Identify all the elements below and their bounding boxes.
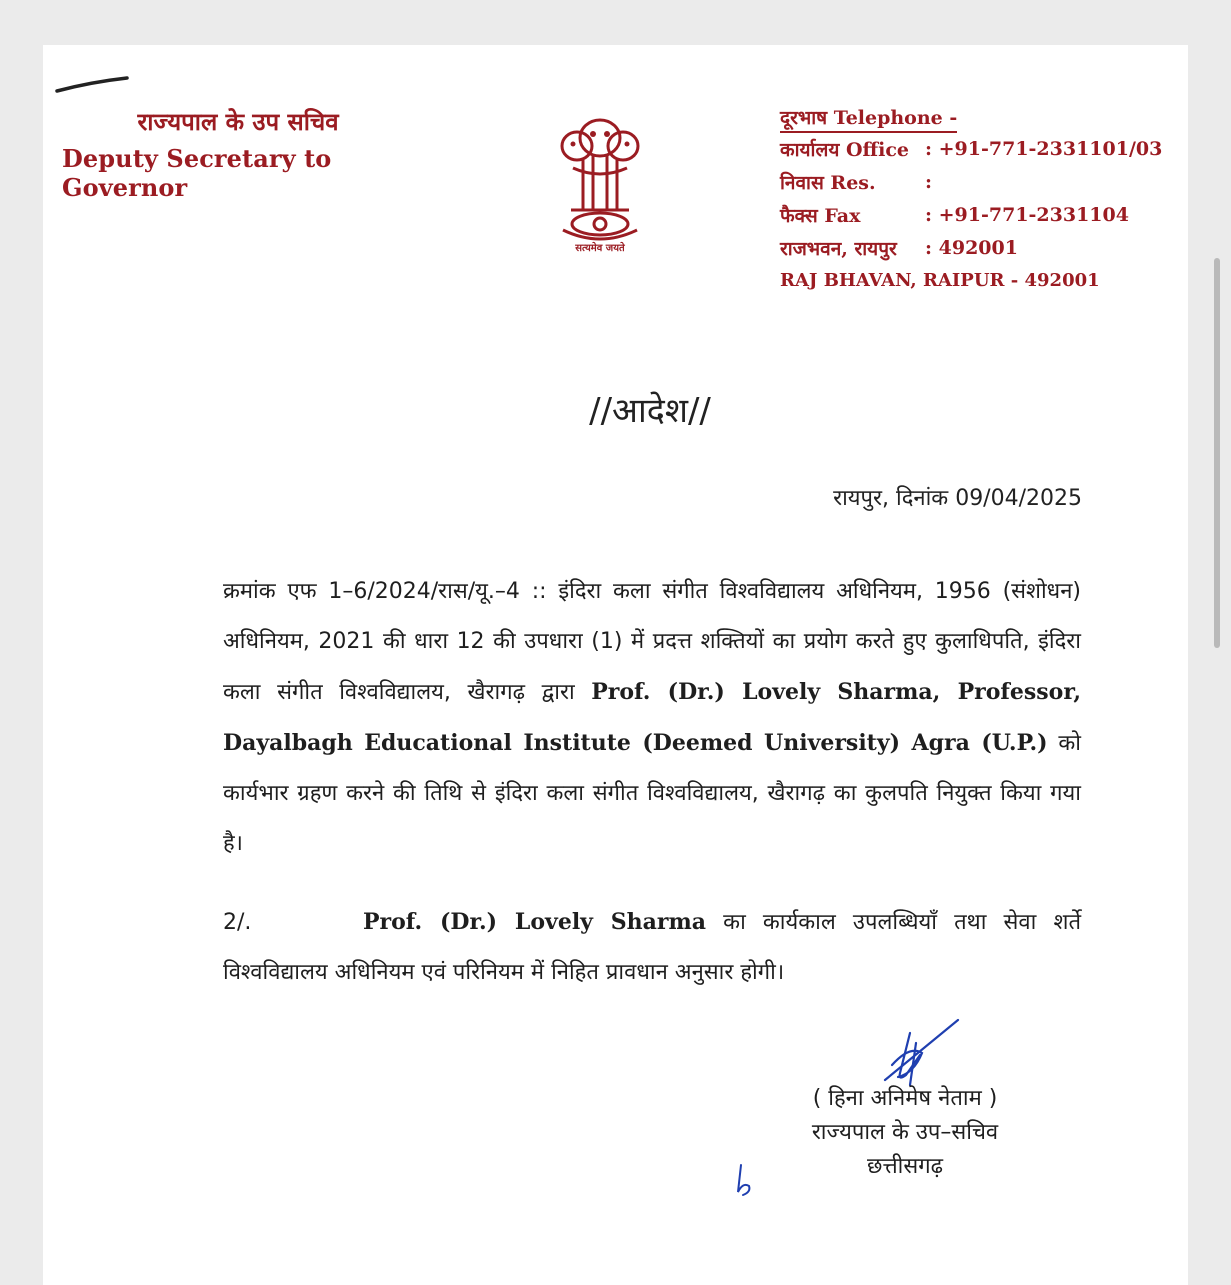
letterhead-left (62, 105, 422, 202)
rajbhavan-row (780, 231, 1170, 264)
signatory-block (760, 1082, 1050, 1184)
pen-mark (55, 74, 129, 94)
rajbhavan-label: राजभवन, रायपुर (780, 237, 897, 260)
national-emblem-icon (553, 100, 647, 260)
para1-text-end: को कार्यभार ग्रहण करने की तिथि से इंदिरा कला संगीत विश्वविद्यालय, खैरागढ़ का कुलपति नियुक्त किया गया है। (223, 731, 1082, 856)
office-label: कार्यालय Office (780, 138, 909, 161)
signatory-name: ( हिना अनिमेष नेताम ) (812, 1086, 998, 1111)
office-title-english: Deputy Secretary to Governor (62, 144, 332, 202)
order-paragraph-1 (223, 567, 1081, 869)
fax-row (780, 198, 1170, 231)
signatory-designation: राज्यपाल के उप–सचिव (811, 1120, 999, 1145)
address-english: RAJ BHAVAN, RAIPUR - 492001 (780, 270, 1100, 291)
telephone-heading: दूरभाष Telephone - (780, 104, 1170, 132)
fax-value: : +91-771-2331104 (925, 203, 1129, 226)
order-paragraph-2 (223, 897, 1081, 998)
order-date: रायपुर, दिनांक 09/04/2025 (833, 486, 1082, 511)
vertical-scrollbar[interactable] (1214, 258, 1220, 648)
office-value: : +91-771-2331101/03 (925, 137, 1163, 160)
emblem-motto: सत्यमेव जयते (575, 243, 625, 254)
letterhead-contacts (780, 104, 1170, 297)
fax-label: फैक्स Fax (780, 204, 861, 227)
para1-text-start: क्रमांक एफ 1–6/2024/रास/यू.–4 :: इंदिरा कला संगीत विश्वविद्यालय अधिनियम, 1956 (संशोधन) अधिनियम, 2021 की धारा 12 की उपधारा (1) में प्रदत्त शक्तियों का प्रयोग करते हुए कुलाधिपति, इंदिरा कला संगीत विश्वविद्यालय, खैरागढ़ द्वारा (223, 579, 1081, 705)
rajbhavan-value: : 492001 (925, 236, 1018, 259)
signatory-place: छत्तीसगढ़ (867, 1154, 943, 1179)
para2-number: 2/. (223, 910, 252, 935)
para2-text: का कार्यकाल उपलब्धियाँ तथा सेवा शर्ते विश्वविद्यालय अधिनियम एवं परिनियम में निहित प्रावधान अनुसार होगी। (223, 910, 1082, 985)
residence-value: : (925, 170, 933, 193)
order-title: //आदेश// (589, 391, 711, 431)
office-title-hindi: राज्यपाल के उप सचिव (137, 107, 339, 136)
residence-phone-row (780, 165, 1170, 198)
initial-mark-icon (733, 1162, 755, 1198)
appointee-name: Prof. (Dr.) Lovely Sharma (363, 909, 707, 935)
residence-label: निवास Res. (780, 171, 876, 194)
office-phone-row (780, 132, 1170, 165)
appointee-details: Prof. (Dr.) Lovely Sharma, Professor, Dayalbagh Educational Institute (Deemed University) Agra (U.P.) (223, 679, 1081, 756)
